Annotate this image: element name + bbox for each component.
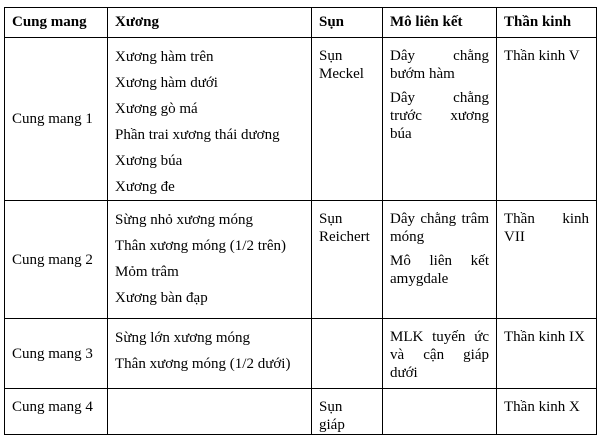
arch-cell: Cung mang 3 bbox=[5, 319, 108, 389]
bone-item: Xương hàm dưới bbox=[115, 75, 218, 91]
tissue-item: Dây chằng trâm móng bbox=[390, 211, 489, 245]
tissue-item: Dây chằng bướm hàm bbox=[390, 48, 489, 82]
bone-item: Xương gò má bbox=[115, 101, 198, 117]
cartilage-cell bbox=[312, 389, 383, 435]
bone-item: Xương đe bbox=[115, 179, 175, 195]
tissue-item: MLK tuyến ức và cận giáp dưới bbox=[390, 329, 489, 381]
cartilage-line: Sụn bbox=[319, 48, 343, 64]
bones-cell bbox=[108, 389, 312, 435]
bone-item: Thân xương móng (1/2 trên) bbox=[115, 238, 287, 254]
bones-cell bbox=[108, 38, 312, 201]
header-than-kinh: Thần kinh bbox=[497, 8, 597, 38]
bone-item: Xương bàn đạp bbox=[115, 290, 208, 306]
tissue-item: Mô liên kết amygdale bbox=[390, 253, 489, 287]
tissue-cell bbox=[383, 201, 497, 319]
tissue-cell bbox=[383, 319, 497, 389]
table-container bbox=[4, 7, 597, 435]
table-row bbox=[5, 201, 597, 319]
tissue-cell bbox=[383, 389, 497, 435]
cartilage-cell bbox=[312, 201, 383, 319]
table-row bbox=[5, 38, 597, 201]
nerve-cell bbox=[497, 201, 597, 319]
header-mo-lien-ket: Mô liên kết bbox=[383, 8, 497, 38]
arch-cell: Cung mang 4 bbox=[5, 389, 108, 435]
nerve-cell bbox=[497, 38, 597, 201]
table-row bbox=[5, 389, 597, 435]
bone-item: Xương hàm trên bbox=[115, 49, 214, 65]
tissue-item: Dây chằng trước xương búa bbox=[390, 90, 489, 142]
bone-item: Mỏm trâm bbox=[115, 264, 179, 280]
bone-item: Xương búa bbox=[115, 153, 183, 169]
bone-item: Phần trai xương thái dương bbox=[115, 127, 280, 143]
bones-cell bbox=[108, 319, 312, 389]
branchial-arch-table bbox=[4, 7, 597, 435]
arch-cell: Cung mang 1 bbox=[5, 38, 108, 201]
cartilage-line: Sụn bbox=[319, 399, 343, 415]
nerve-item: Thần kinh VII bbox=[504, 211, 589, 245]
header-sun: Sụn bbox=[312, 8, 383, 38]
nerve-item: Thần kinh IX bbox=[504, 329, 585, 345]
nerve-item: Thần kinh X bbox=[504, 399, 580, 415]
bone-item: Thân xương móng (1/2 dưới) bbox=[115, 356, 291, 372]
tissue-cell bbox=[383, 38, 497, 201]
cartilage-line: Sụn bbox=[319, 211, 343, 227]
bones-cell bbox=[108, 201, 312, 319]
table-row bbox=[5, 319, 597, 389]
nerve-cell bbox=[497, 389, 597, 435]
cartilage-line: Meckel bbox=[319, 66, 364, 82]
header-cung-mang: Cung mang bbox=[5, 8, 108, 38]
cartilage-line: giáp bbox=[319, 417, 345, 433]
bone-item: Sừng nhỏ xương móng bbox=[115, 212, 253, 228]
nerve-cell bbox=[497, 319, 597, 389]
cartilage-cell bbox=[312, 319, 383, 389]
cartilage-line: Reichert bbox=[319, 229, 370, 245]
bone-item: Sừng lớn xương móng bbox=[115, 330, 251, 346]
header-xuong: Xương bbox=[108, 8, 312, 38]
nerve-item: Thần kinh V bbox=[504, 48, 580, 64]
cartilage-cell bbox=[312, 38, 383, 201]
arch-cell: Cung mang 2 bbox=[5, 201, 108, 319]
header-row bbox=[5, 8, 597, 38]
